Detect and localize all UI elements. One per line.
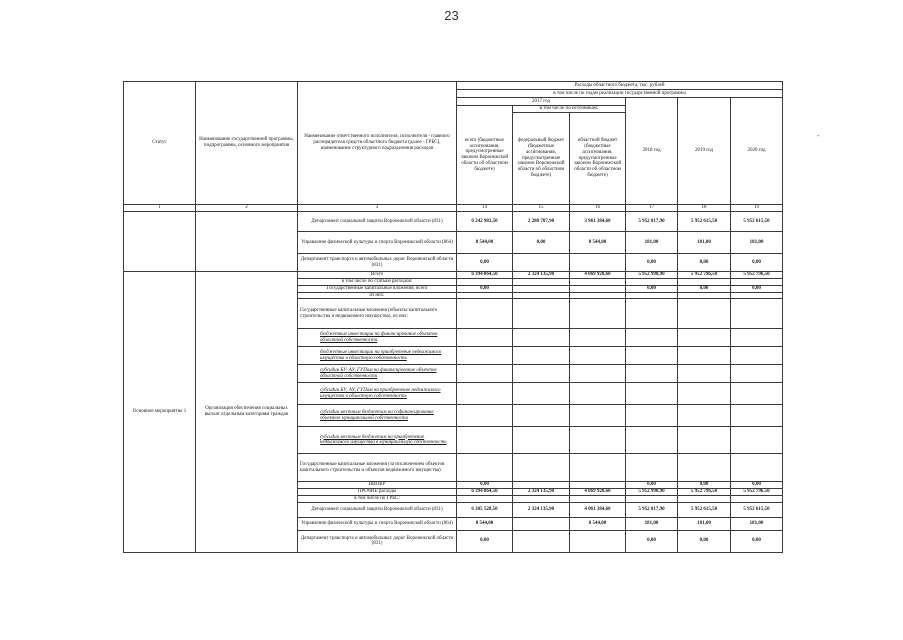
row-label: субсидии БУ, АУ, ГУПам на приобретение недвижимого имущества в областную собственность [298, 383, 457, 405]
row-label: Управление физической культуры и спорта Воронежской области (864) [298, 517, 457, 530]
column-number: 14 [457, 205, 513, 212]
value-cell [570, 427, 626, 454]
value-cell [570, 285, 626, 292]
value-cell: 5 952 817,90 [626, 502, 678, 517]
value-cell: 6 394 064,50 [457, 272, 513, 279]
value-cell [678, 405, 731, 427]
value-cell: 8 544,00 [457, 232, 513, 254]
value-cell: 0,00 [513, 232, 570, 254]
column-numbers-row [124, 205, 783, 212]
value-cell: 2 324 135,90 [513, 489, 570, 496]
value-cell: 181,00 [678, 517, 731, 530]
value-cell [678, 278, 731, 285]
value-cell: 5 952 796,50 [731, 272, 783, 279]
value-cell [678, 299, 731, 329]
value-cell: 5 952 796,50 [678, 272, 731, 279]
measure-status: Основное мероприятие 1 [124, 272, 196, 553]
value-cell [457, 299, 513, 329]
budget-table [123, 81, 783, 553]
value-cell: 2 280 707,90 [513, 212, 570, 232]
value-cell [457, 496, 513, 503]
value-cell [731, 383, 783, 405]
value-cell [678, 496, 731, 503]
header-total: всего (бюджетные ассигнования, предусмотренные законом Воронежской области об областном бюджете) [457, 106, 513, 205]
value-cell: 0,00 [626, 530, 678, 552]
value-cell [678, 292, 731, 299]
header-by-sources: в том числе по источникам: [513, 106, 626, 113]
value-cell [626, 427, 678, 454]
value-cell [731, 405, 783, 427]
value-cell [731, 292, 783, 299]
value-cell [513, 482, 570, 489]
value-cell [513, 496, 570, 503]
row-label: бюджетные инвестиции на приобретение недвижимого имущества в областную собственность [298, 347, 457, 365]
value-cell [626, 383, 678, 405]
column-number: 17 [626, 205, 678, 212]
value-cell: 0,00 [457, 285, 513, 292]
row-label: субсидии местным бюджетам на приобретение недвижимого имущества в муниципальную собственность [298, 427, 457, 454]
value-cell [678, 365, 731, 383]
measure-name: Организация обеспечения социальных выплат отдельным категориям граждан [196, 272, 298, 553]
value-cell [513, 365, 570, 383]
row-label: Управление физической культуры и спорта Воронежской области (864) [298, 232, 457, 254]
column-number: 16 [570, 205, 626, 212]
value-cell [457, 454, 513, 482]
value-cell [513, 254, 570, 272]
header-federal: федеральный бюджет (бюджетные ассигнования, предусмотренные законом Воронежской области об областном бюджете) [513, 113, 570, 205]
value-cell: 0,00 [457, 482, 513, 489]
header-executor: Наименование ответственного исполнителя, исполнителя - главного распорядителя средств областного бюджета (далее - ГРБС), наименование структурного подразделения расходов [298, 82, 457, 205]
header-program: Наименование государственной программы, подпрограммы, основного мероприятия [196, 82, 298, 205]
header-regional: областной бюджет (бюджетные ассигнования, предусмотренные законом Воронежской области об областном бюджете) [570, 113, 626, 205]
value-cell [457, 383, 513, 405]
value-cell [731, 496, 783, 503]
value-cell [570, 347, 626, 365]
value-cell: 0,00 [731, 530, 783, 552]
value-cell: 0,00 [731, 285, 783, 292]
value-cell [570, 254, 626, 272]
value-cell [626, 299, 678, 329]
value-cell [626, 329, 678, 347]
column-number: 2 [196, 205, 298, 212]
row-label: из них: [298, 292, 457, 299]
value-cell [678, 454, 731, 482]
value-cell [626, 347, 678, 365]
value-cell [731, 347, 783, 365]
value-cell [570, 299, 626, 329]
row-label: ПРОЧИЕ расходы [298, 489, 457, 496]
value-cell: 5 952 796,50 [678, 489, 731, 496]
budget-sheet [123, 81, 782, 597]
value-cell [513, 454, 570, 482]
value-cell [678, 347, 731, 365]
column-number: 15 [513, 205, 570, 212]
value-cell: 3 961 384,60 [570, 212, 626, 232]
row-label: Департамент социальной защиты Воронежской области (831) [298, 212, 457, 232]
value-cell: 5 952 615,50 [678, 212, 731, 232]
value-cell: 5 952 998,90 [626, 272, 678, 279]
value-cell [457, 405, 513, 427]
value-cell [626, 278, 678, 285]
value-cell: 181,00 [731, 232, 783, 254]
column-number: 3 [298, 205, 457, 212]
value-cell [570, 365, 626, 383]
value-cell [731, 278, 783, 285]
row-label: Государственные капитальные вложения (объекты капитального строительства и недвижимого имущества), из них: [298, 299, 457, 329]
header-budget-expenses: Расходы областного бюджета, тыс. рублей [457, 82, 783, 90]
row-label: Департамент транспорта и автомобильных дорог Воронежской области (831) [298, 530, 457, 552]
value-cell: 0,00 [457, 254, 513, 272]
row-label: Государственные капитальные вложения, всего [298, 285, 457, 292]
value-cell [731, 365, 783, 383]
value-cell [626, 496, 678, 503]
value-cell [570, 329, 626, 347]
value-cell [570, 278, 626, 285]
program-cell-empty [196, 212, 298, 272]
header-by-years: в том числе по годам реализации государственной программы [457, 90, 783, 98]
value-cell [626, 405, 678, 427]
value-cell: 2 324 135,90 [513, 272, 570, 279]
value-cell: 181,00 [731, 517, 783, 530]
value-cell [457, 347, 513, 365]
value-cell [457, 329, 513, 347]
value-cell: 5 952 817,90 [626, 212, 678, 232]
value-cell [513, 517, 570, 530]
value-cell [626, 292, 678, 299]
row-label: Всего [298, 272, 457, 279]
value-cell [678, 427, 731, 454]
value-cell [570, 292, 626, 299]
row-label: бюджетные инвестиции на финансирование объектов областной собственности [298, 329, 457, 347]
value-cell [513, 383, 570, 405]
value-cell [513, 292, 570, 299]
value-cell: 6 242 981,50 [457, 212, 513, 232]
header-year-2020: 2020 год [731, 98, 783, 205]
status-cell-empty [124, 212, 196, 272]
value-cell: 8 544,00 [570, 517, 626, 530]
value-cell [570, 383, 626, 405]
value-cell: 0,00 [678, 254, 731, 272]
value-cell: 5 952 998,90 [626, 489, 678, 496]
value-cell: 4 069 928,60 [570, 272, 626, 279]
value-cell: 181,00 [626, 232, 678, 254]
value-cell: 4 061 384,60 [570, 502, 626, 517]
value-cell: 8 544,00 [570, 232, 626, 254]
value-cell [513, 427, 570, 454]
value-cell: 0,00 [626, 285, 678, 292]
page-number: 23 [444, 8, 459, 23]
value-cell: 5 952 615,50 [678, 502, 731, 517]
column-number: 1 [124, 205, 196, 212]
value-cell [457, 427, 513, 454]
row-label: Департамент социальной защиты Воронежской области (831) [298, 502, 457, 517]
value-cell [570, 454, 626, 482]
value-cell [513, 347, 570, 365]
value-cell: 6 385 520,50 [457, 502, 513, 517]
value-cell [626, 365, 678, 383]
value-cell: 0,00 [731, 482, 783, 489]
value-cell: 0,00 [678, 530, 731, 552]
value-cell [513, 285, 570, 292]
header-status: Статус [124, 82, 196, 205]
value-cell: 6 394 064,50 [457, 489, 513, 496]
header-year-2019: 2019 год [678, 98, 731, 205]
value-cell [457, 278, 513, 285]
value-cell [570, 530, 626, 552]
value-cell [731, 329, 783, 347]
value-cell [513, 329, 570, 347]
value-cell: 4 069 928,60 [570, 489, 626, 496]
value-cell: 181,00 [626, 517, 678, 530]
value-cell: 181,00 [678, 232, 731, 254]
value-cell [457, 292, 513, 299]
value-cell: 2 324 135,90 [513, 502, 570, 517]
value-cell: 0,00 [678, 285, 731, 292]
value-cell [513, 405, 570, 427]
value-cell [731, 454, 783, 482]
row-label: субсидии БУ, АУ, ГУПам на финансирование объектов областной собственности [298, 365, 457, 383]
value-cell [678, 329, 731, 347]
grbs-row [124, 212, 783, 232]
value-cell: 8 544,00 [457, 517, 513, 530]
row-label: в том числе по ГРБС: [298, 496, 457, 503]
row-label: Государственные капитальные вложения (за исключением объектов капитального строительства и объектов недвижимого имущества) [298, 454, 457, 482]
column-number: 18 [678, 205, 731, 212]
row-label: Департамент транспорта и автомобильных дорог Воронежской области (831) [298, 254, 457, 272]
row-label: НИОКР [298, 482, 457, 489]
value-cell [731, 427, 783, 454]
header-year-2017: 2017 год [457, 98, 626, 106]
value-cell [513, 278, 570, 285]
value-cell [570, 482, 626, 489]
value-cell: 0,00 [626, 254, 678, 272]
value-cell [513, 530, 570, 552]
value-cell: 5 952 796,50 [731, 489, 783, 496]
value-cell [731, 299, 783, 329]
value-cell [678, 383, 731, 405]
value-cell [626, 454, 678, 482]
side-mark: - [817, 131, 820, 140]
value-cell: 0,00 [457, 530, 513, 552]
value-cell [570, 405, 626, 427]
row-label: в том числе по статьям расходов: [298, 278, 457, 285]
value-cell: 5 952 615,50 [731, 502, 783, 517]
value-cell: 0,00 [626, 482, 678, 489]
value-cell: 5 952 615,50 [731, 212, 783, 232]
header-year-2018: 2018 год [626, 98, 678, 205]
value-cell: 0,00 [678, 482, 731, 489]
value-cell [457, 365, 513, 383]
value-cell: 0,00 [731, 254, 783, 272]
value-cell [513, 299, 570, 329]
measure-row [124, 272, 783, 279]
value-cell [570, 496, 626, 503]
column-number: 19 [731, 205, 783, 212]
row-label: субсидии местным бюджетам на софинансирование объектов муниципальной собственности [298, 405, 457, 427]
